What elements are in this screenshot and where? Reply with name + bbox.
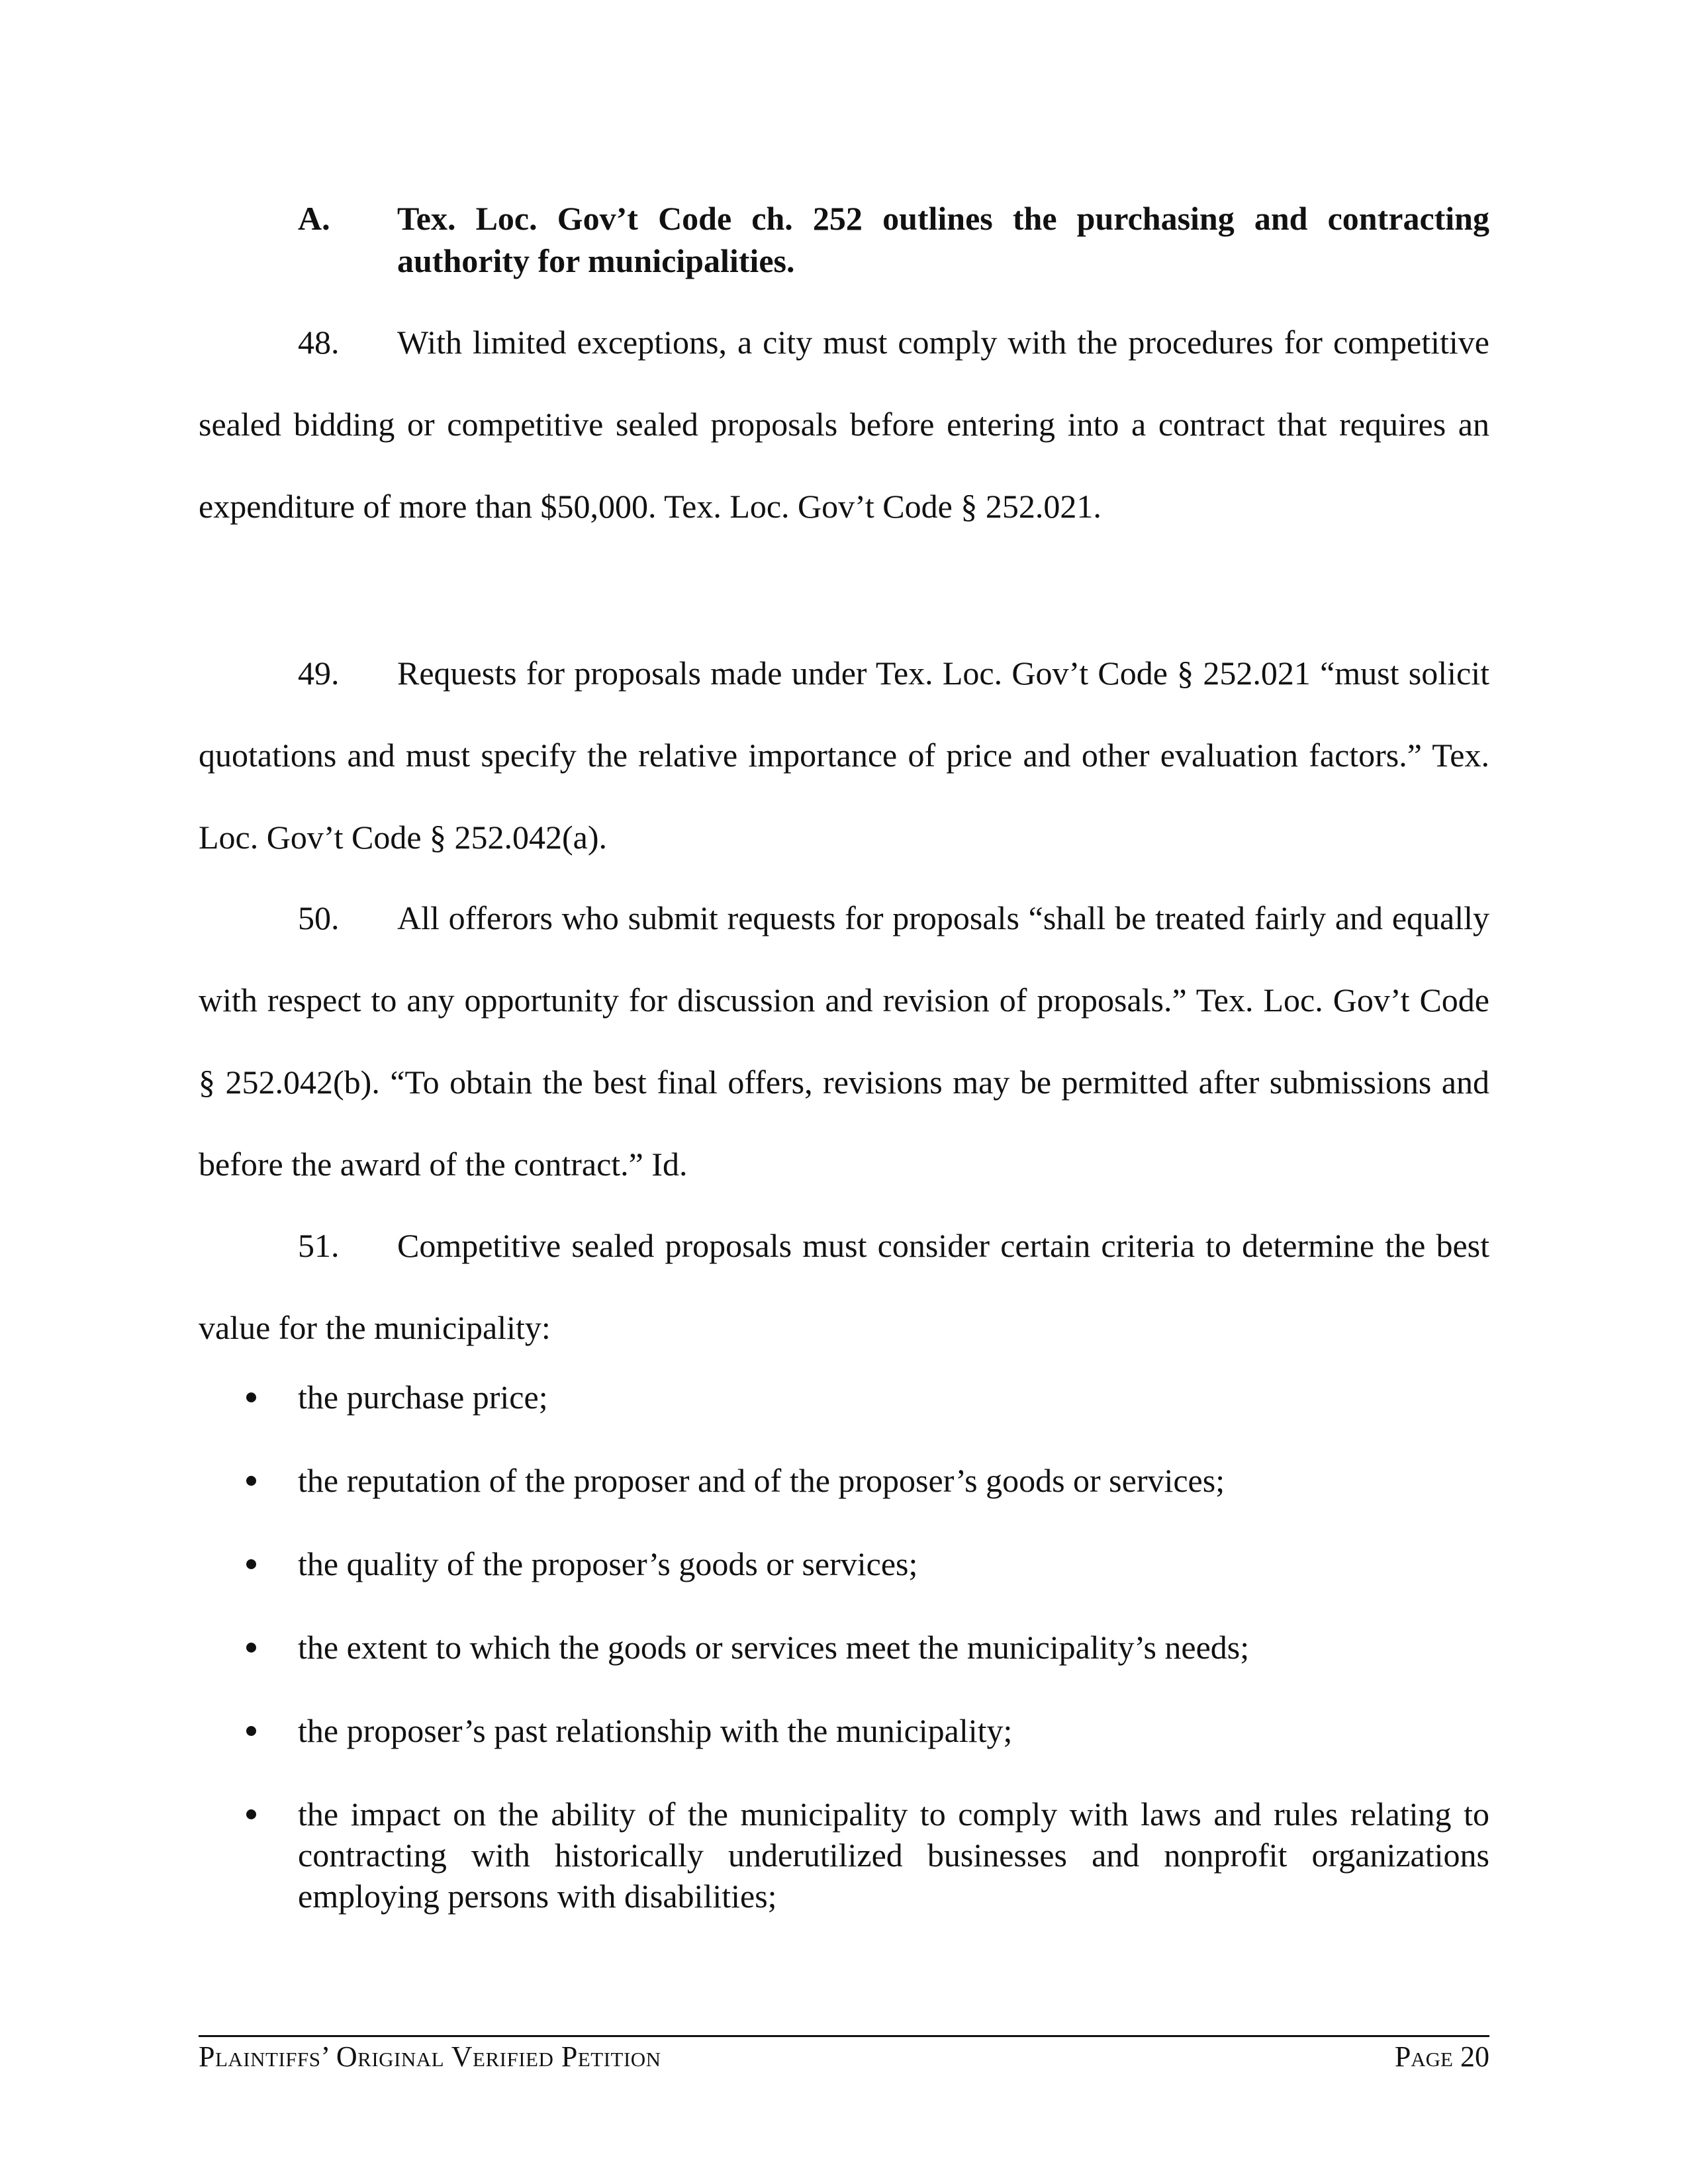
section-heading-text: Tex. Loc. Gov’t Code ch. 252 outlines the purchasing and contracting authority for municipalities. xyxy=(397,200,1489,279)
list-item xyxy=(199,1460,1489,1501)
list-item-text: the quality of the proposer’s goods or services; xyxy=(298,1545,918,1582)
paragraph-text: All offerors who submit requests for proposals “shall be treated fairly and equally with respect to any opportunity for discussion and revision of proposals.” Tex. Loc. Gov’t Code § 252.042(b). “To obtain the best final offers, revisions may be permitted after submissions and before the award of the contract.” Id. xyxy=(199,899,1489,1183)
list-item xyxy=(199,1377,1489,1418)
paragraph-number: 49. xyxy=(298,655,340,692)
paragraph-48 xyxy=(199,301,1489,547)
paragraph-51 xyxy=(199,1205,1489,1369)
bullet-icon xyxy=(246,1392,256,1402)
bullet-icon xyxy=(246,1643,256,1653)
section-letter: A. xyxy=(298,200,330,237)
list-item xyxy=(199,1710,1489,1751)
list-item xyxy=(199,1627,1489,1668)
paragraph-text: With limited exceptions, a city must comply with the procedures for competitive sealed bidding or competitive sealed proposals before entering into a contract that requires an expenditure of more than $50,000. Tex. Loc. Gov’t Code § 252.021. xyxy=(199,324,1489,525)
paragraph-text: Requests for proposals made under Tex. Loc. Gov’t Code § 252.021 “must solicit quotations and must specify the relative importance of price and other evaluation factors.” Tex. Loc. Gov’t Code § 252.042(a). xyxy=(199,655,1489,856)
bullet-icon xyxy=(246,1726,256,1736)
bullet-icon xyxy=(246,1559,256,1569)
paragraph-50 xyxy=(199,877,1489,1205)
criteria-list xyxy=(199,1377,1489,1959)
list-item xyxy=(199,1794,1489,1917)
paragraph-text: Competitive sealed proposals must consider certain criteria to determine the best value for the municipality: xyxy=(199,1227,1489,1346)
document-page xyxy=(199,0,1489,2184)
footer-divider xyxy=(199,2035,1489,2037)
list-item-text: the impact on the ability of the municipality to comply with laws and rules relating to contracting with historically underutilized businesses and nonprofit organizations employing persons with disabilities; xyxy=(298,1796,1489,1915)
list-item-text: the extent to which the goods or services meet the municipality’s needs; xyxy=(298,1629,1250,1666)
list-item xyxy=(199,1543,1489,1584)
bullet-icon xyxy=(246,1476,256,1486)
paragraph-number: 50. xyxy=(298,899,340,936)
list-item-text: the proposer’s past relationship with the municipality; xyxy=(298,1712,1013,1749)
footer-page-number: Page 20 xyxy=(1394,2040,1489,2073)
paragraph-number: 48. xyxy=(298,324,340,361)
paragraph-49 xyxy=(199,632,1489,878)
footer-document-title: Plaintiffs’ Original Verified Petition xyxy=(199,2040,661,2073)
bullet-icon xyxy=(246,1809,256,1819)
list-item-text: the reputation of the proposer and of the proposer’s goods or services; xyxy=(298,1462,1225,1499)
list-item-text: the purchase price; xyxy=(298,1379,548,1416)
paragraph-number: 51. xyxy=(298,1227,340,1264)
